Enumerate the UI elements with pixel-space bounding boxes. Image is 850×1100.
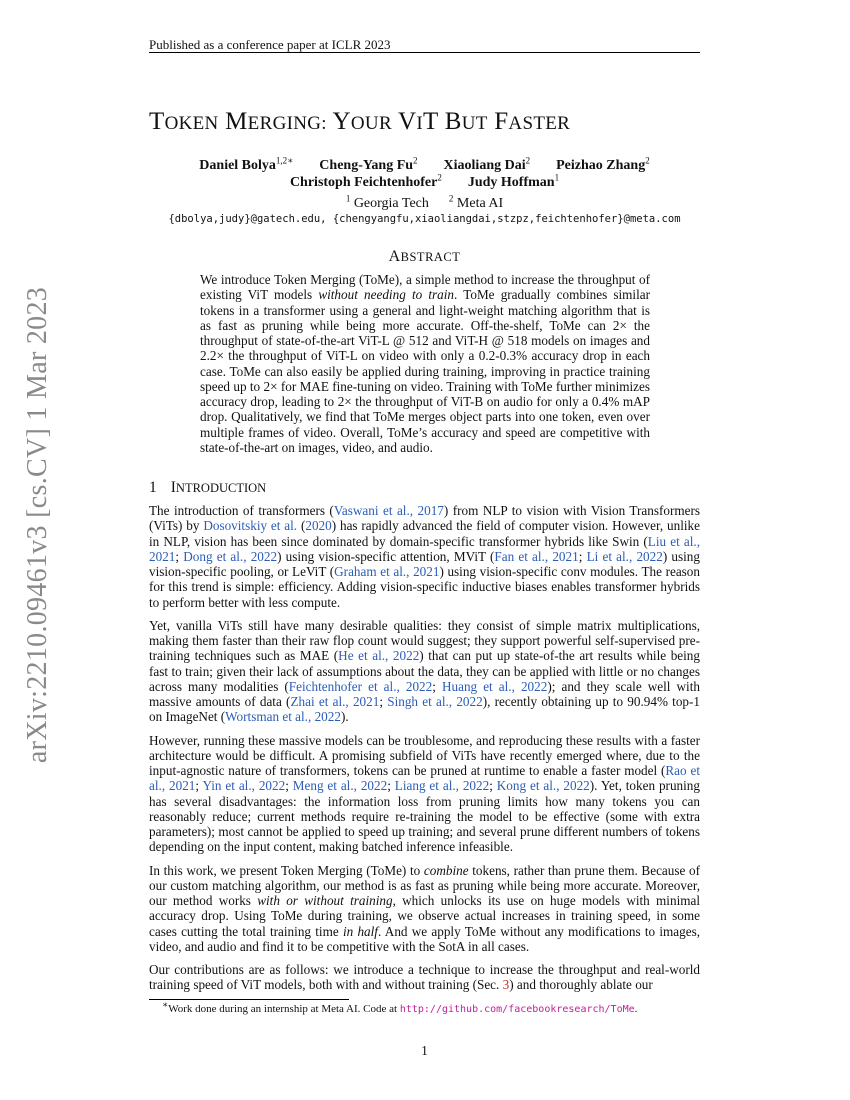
citation-link[interactable]: Kong et al., 2022 [496,778,590,794]
author-row-2 [149,172,700,191]
footnote-text: Work done during an internship at Meta AI. Code at [168,1003,400,1015]
footnote [162,999,638,1015]
citation-link[interactable]: Vaswani et al., 2017 [333,503,444,518]
section-heading [149,479,266,497]
author-name: Christoph Feichtenhofer$^2$ [289,172,442,190]
citation-link[interactable]: Dong et al., 2022 [183,548,278,564]
affiliations [149,193,700,212]
citation-link[interactable]: Singh et al., 2022 [387,694,483,709]
citation-link[interactable]: Zhai et al., 2021 [290,694,380,709]
author-name: Xiaoliang Dai$^2$ [443,155,531,173]
citation-link[interactable]: Meng et al., 2022 [292,778,388,794]
citation-link[interactable]: Huang et al., 2022 [441,678,548,694]
footnote-end: . [634,1003,638,1015]
citation-link[interactable]: Liu et al., 2021 [149,533,700,564]
citation-link[interactable]: Fan et al., 2021 [494,548,579,564]
citation-link[interactable]: 2020 [305,518,332,534]
paragraph: However, running these massive models can be troublesome, and reproducing these results with a faster architecture would be difficult. A promising subfield of ViTs have recently emerged where, due to the input-agnostic nature of transformers, tokens can be pruned at runtime to enable a faster model (Rao et al., 2021; Yin et al., 2022; Meng et al., 2022; Liang et al., 2022; Kong et al., 2022). Yet, token pruning has several disadvantages: the information loss from pruning limits how many tokens you can reasonably reduce; current methods require re-training the model to be effective (some with extra parameters); most cannot be applied to speed up training; and several prune different numbers of tokens depending on the input content, making batched inference infeasible. [149,732,700,855]
citation-link[interactable]: Graham et al., 2021 [334,564,440,579]
paragraph: Our contributions are as follows: we introduce a technique to increase the throughput and real-world training speed of ViT models, both with and without training (Sec. 3) and thoroughly ablate our [149,962,700,993]
author-row-1 [149,155,700,174]
footnote-code-link[interactable]: http://github.com/facebookresearch/ToMe [399,1004,635,1015]
author-emails: {dbolya,judy}@gatech.edu, {chengyangfu,xiaoliangdai,stzpz,feichtenhofer}@meta.com [168,213,681,225]
paragraph: The introduction of transformers (Vaswani et al., 2017) from NLP to vision with Vision Transformers (ViTs) by Dosovitskiy et al. (2020) has rapidly advanced the field of computer vision. However, unlike in NLP, vision has been since dominated by domain-specific transformer hybrids like Swin (Liu et al., 2021; Dong et al., 2022) using vision-specific attention, MViT (Fan et al., 2021; Li et al., 2022) using vision-specific pooling, or LeViT (Graham et al., 2021) using vision-specific conv modules. The reason for this trend is simple: efficiency. Adding vision-specific inductive biases enables transformer hybrids to perform better with less compute. [149,503,700,610]
citation-link[interactable]: He et al., 2022 [338,648,420,664]
section-title: INTRODUCTION [170,479,267,496]
page-number: 1 [421,1043,428,1058]
citation-link[interactable]: Li et al., 2022 [586,548,663,564]
abstract-heading: ABSTRACT [388,248,461,265]
abstract-body: We introduce Token Merging (ToMe), a simple method to increase the throughput of existing ViT models without needing to train. ToMe gradually combines similar tokens in a transformer using a general and light-weight matching algorithm that is as fast as pruning while being more accurate. Off-the-shelf, ToMe can 2× the throughput of state-of-the-art ViT-L @ 512 and ViT-H @ 518 models on images and 2.2× the throughput of ViT-L on video with only a 0.2-0.3% accuracy drop in each case. ToMe can also easily be applied during training, improving in practice training speed up to 2× for MAE fine-tuning on video. Training with ToMe further minimizes accuracy drop, leading to 2× the throughput of ViT-B on audio for only a 0.4% mAP drop. Qualitatively, we find that ToMe merges object parts into one token, even over multiple frames of video. Overall, ToMe’s accuracy and speed are competitive with state-of-the-art on images, video, and audio. [200,272,650,455]
author-name: Daniel Bolya$^{1,2∗}$ [199,155,294,173]
introduction-body [149,503,700,1001]
footnote-marker: ∗ [162,999,169,1010]
affiliation: $^2$ Meta AI [448,193,504,211]
footnote-rule [149,999,349,1000]
citation-link[interactable]: Wortsman et al., 2022 [225,709,341,725]
citation-link[interactable]: Yin et al., 2022 [202,778,286,794]
citation-link[interactable]: Dosovitskiy et al. [203,518,298,534]
paragraph: In this work, we present Token Merging (ToMe) to combine tokens, rather than prune them. Because of our custom matching algorithm, our method is as fast as pruning while being more accurate. Moreover, our method works with or without training, which unlocks its use on huge models with minimal accuracy drop. Using ToMe during training, we observe actual increases in training speed, in some cases cutting the total training time in half. And we apply ToMe without any modifications to images, video, and audio and find it to be competitive with the SotA in all cases. [149,862,701,954]
citation-link[interactable]: Feichtenhofer et al., 2022 [288,678,433,694]
paper-title: TOKEN MERGING: YOUR VIT BUT FASTER [149,108,571,135]
citation-link[interactable]: Liang et al., 2022 [394,778,490,794]
author-name: Judy Hoffman$^1$ [467,172,560,190]
header-rule [149,52,700,53]
author-name: Cheng-Yang Fu$^2$ [319,155,418,173]
citation-link[interactable]: Rao et al., 2021 [149,763,700,794]
section-number: 1 [149,479,157,496]
section-ref-link[interactable]: 3 [502,977,510,993]
running-header: Published as a conference paper at ICLR 2023 [149,37,391,52]
paragraph: Yet, vanilla ViTs still have many desirable qualities: they consist of simple matrix multiplications, making them faster than their raw flop count would suggest; they support powerful self-supervised pre-training techniques such as MAE (He et al., 2022) that can put up state-of-the art results while being fast to train; given their lack of assumptions about the data, they can be applied with little or no changes across many modalities (Feichtenhofer et al., 2022; Huang et al., 2022); and they scale well with massive amounts of data (Zhai et al., 2021; Singh et al., 2022), recently obtaining up to 90.94% top-1 on ImageNet (Wortsman et al., 2022). [149,617,701,725]
affiliation: $^1$ Georgia Tech [345,193,429,211]
arxiv-stamp-text: arXiv:2210.09461v3 [cs.CV] 1 Mar 2023 [22,286,53,764]
author-name: Peizhao Zhang$^2$ [556,155,650,173]
